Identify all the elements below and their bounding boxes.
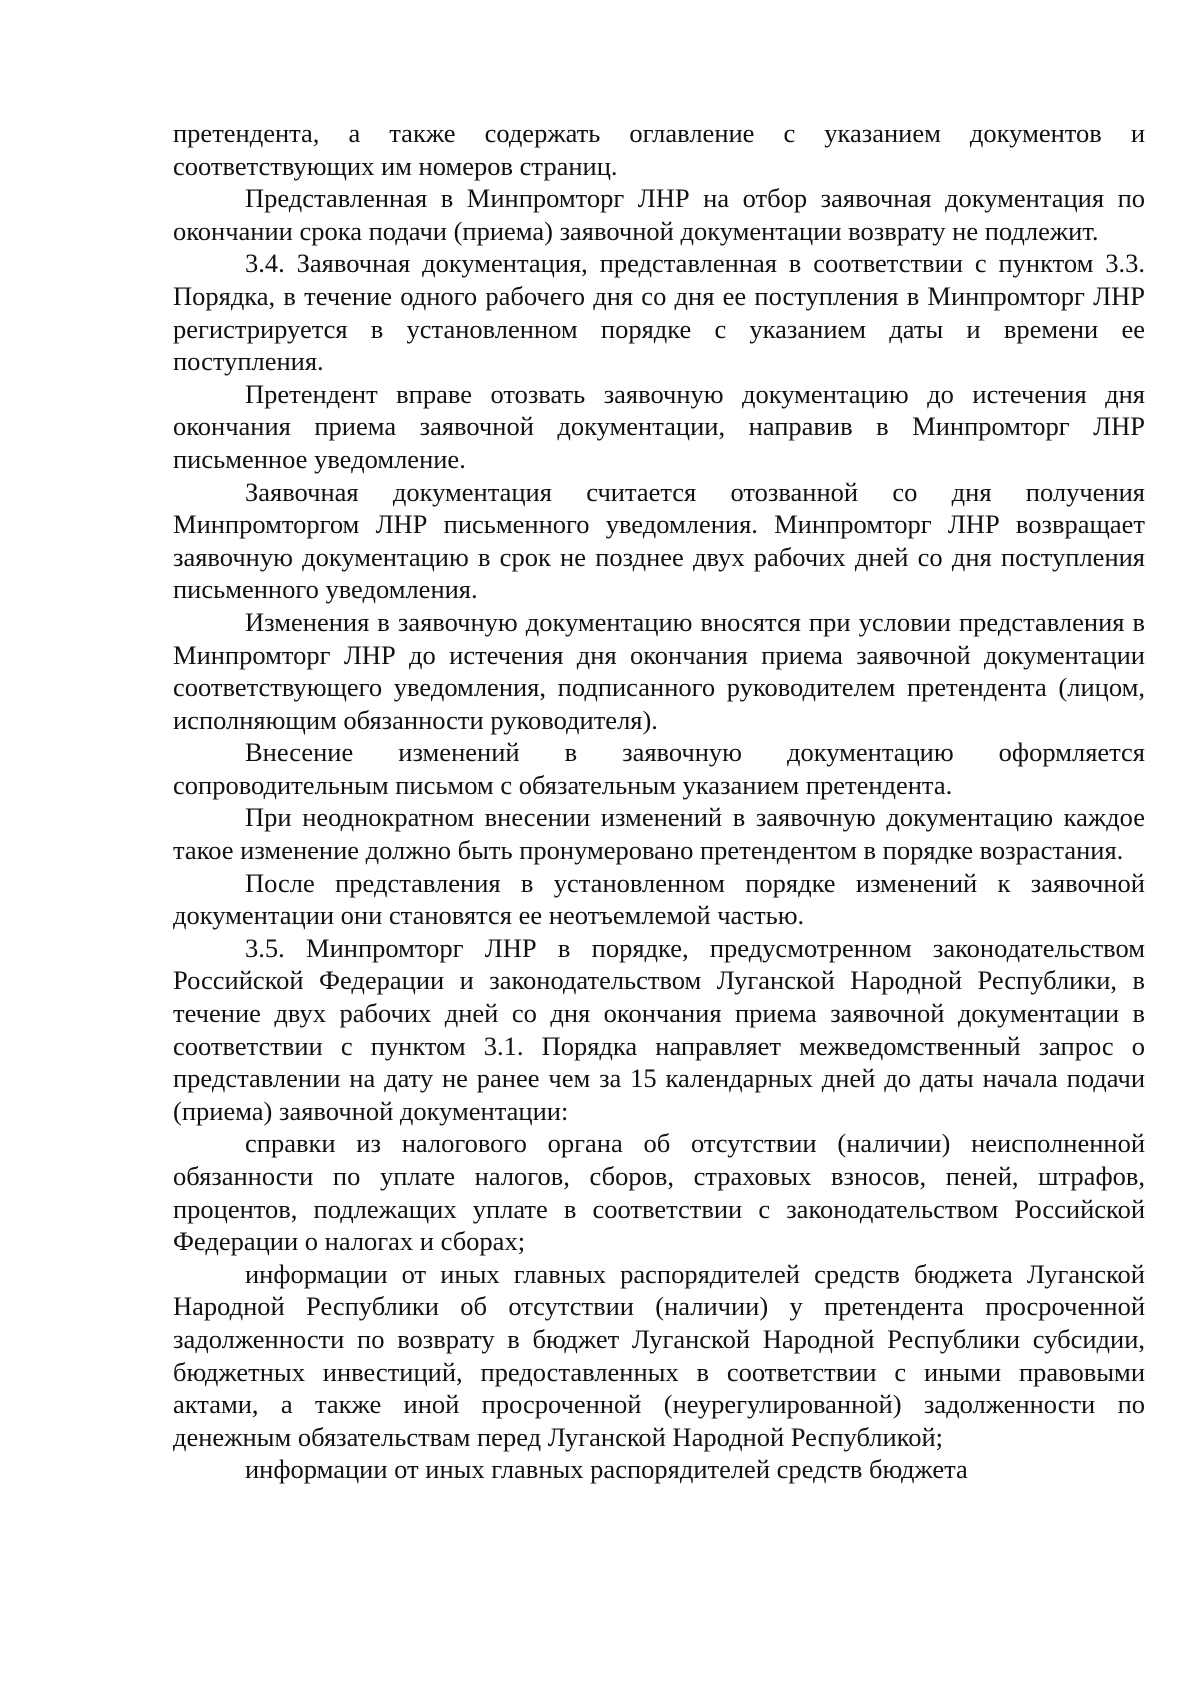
paragraph-12: информации от иных главных распорядителей средств бюджета Луганской Народной Республики об отсутствии (наличии) у претендента просроченной задолженности по возврату в бюджет Луганской Народной Республики субсидии, бюджетных инвестиций, предоставленных в соответствии с иными правовыми актами, а также иной просроченной (неурегулированной) задолженности по денежным обязательствам перед Луганской Народной Республикой; [173,1258,1145,1452]
paragraph-3: 3.4. Заявочная документация, представленная в соответствии с пунктом 3.3. Порядка, в течение одного рабочего дня со дня ее поступления в Минпромторг ЛНР регистрируется в установленном порядке с указанием даты и времени ее поступления. [173,248,1145,377]
paragraph-10: 3.5. Минпромторг ЛНР в порядке, предусмотренном законодательством Российской Федерации и законодательством Луганской Народной Республики, в течение двух рабочих дней со дня окончания приема заявочной документации в соответствии с пунктом 3.1. Порядка направляет межведомственный запрос о представлении на дату не ранее чем за 15 календарных дней до даты начала подачи (приема) заявочной документации: [173,932,1145,1126]
paragraph-7: Внесение изменений в заявочную документацию оформляется сопроводительным письмом с обязательным указанием претендента. [173,737,1145,800]
paragraph-2: Представленная в Минпромторг ЛНР на отбор заявочная документация по окончании срока подачи (приема) заявочной документации возврату не подлежит. [173,183,1145,246]
paragraph-11: справки из налогового органа об отсутствии (наличии) неисполненной обязанности по уплате налогов, сборов, страховых взносов, пеней, штрафов, процентов, подлежащих уплате в соответствии с законодательством Российской Федерации о налогах и сборах; [173,1128,1145,1257]
paragraph-9: После представления в установленном порядке изменений к заявочной документации они становятся ее неотъемлемой частью. [173,867,1145,931]
paragraph-1: претендента, а также содержать оглавление с указанием документов и соответствующих им номеров страниц. [173,118,1145,181]
paragraph-13: информации от иных главных распорядителей средств бюджета [245,1454,968,1485]
paragraph-4: Претендент вправе отозвать заявочную документацию до истечения дня окончания приема заявочной документации, направив в Минпромторг ЛНР письменное уведомление. [173,378,1145,474]
document-page [173,117,1145,1486]
paragraph-6: Изменения в заявочную документацию вносятся при условии представления в Минпромторг ЛНР до истечения дня окончания приема заявочной документации соответствующего уведомления, подписанного руководителем претендента (лицом, исполняющим обязанности руководителя). [173,606,1145,735]
paragraph-5: Заявочная документация считается отозванной со дня получения Минпромторгом ЛНР письменного уведомления. Минпромторг ЛНР возвращает заявочную документацию в срок не позднее двух рабочих дней со дня поступления письменного уведомления. [173,476,1145,605]
paragraph-8: При неоднократном внесении изменений в заявочную документацию каждое такое изменение должно быть пронумеровано претендентом в порядке возрастания. [173,802,1145,866]
